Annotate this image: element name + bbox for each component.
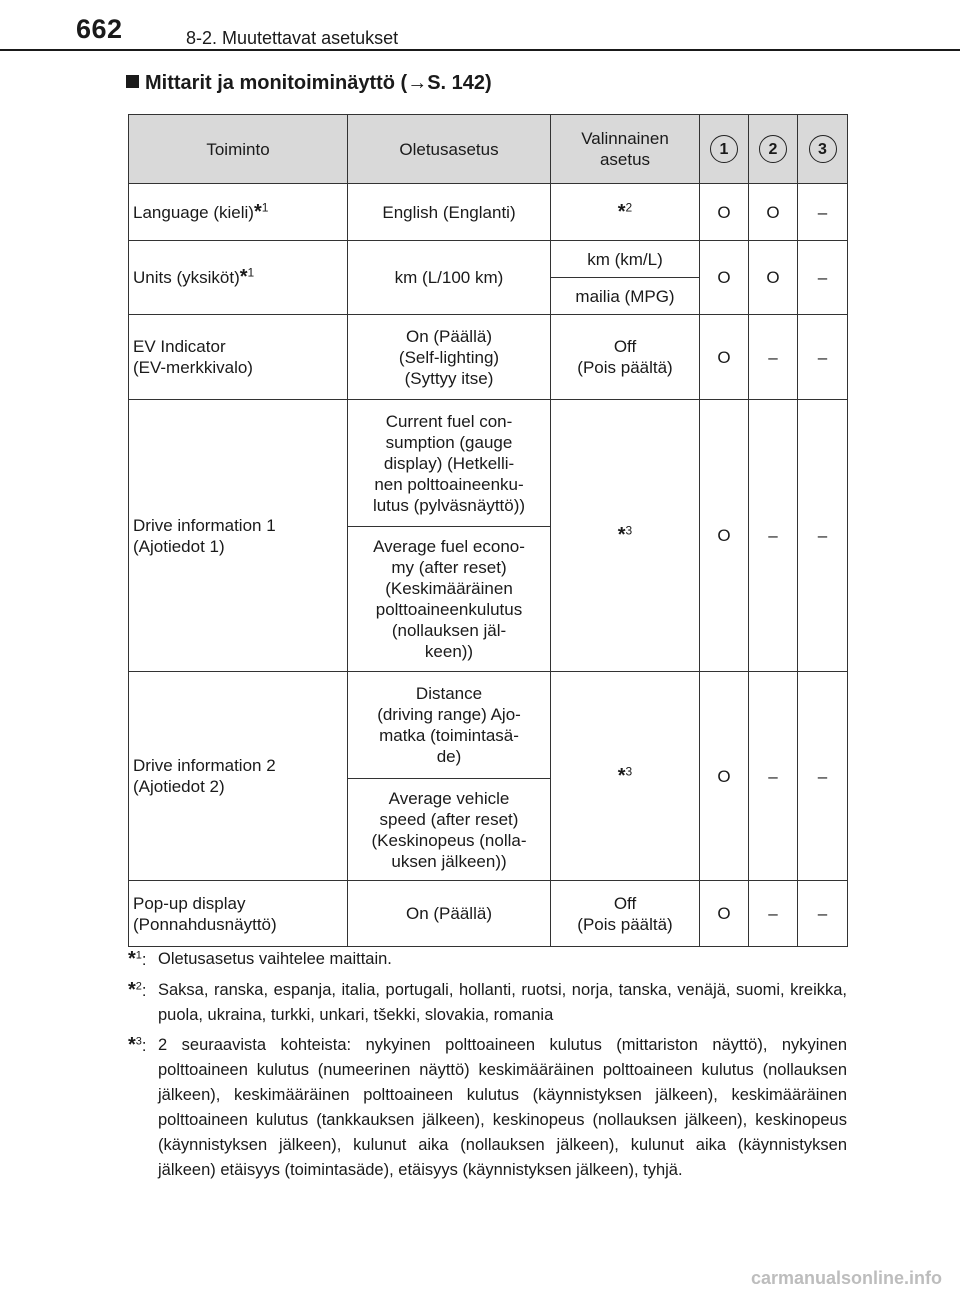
cell-drive1-c3: –: [798, 400, 848, 672]
asterisk-icon: *: [128, 1034, 136, 1056]
cell-popup-c2: –: [749, 881, 798, 947]
footnote-3: *$^3$: 2 seuraavista kohteista: nykyinen polttoaineen kulutus (mittariston näyttö), nykyinen polttoaineen kulutus (numeerinen näyttö) keskimääräinen polttoaineen kulutus (nollauksen jälkeen), keskimääräinen polttoaineen kulutus (käynnistyksen jälkeen), keskimääräinen polttoaineen kulutus (tankkauksen jälkeen), keskinopeus (nollauksen jälkeen), keskinopeus (käynnistyksen jälkeen), kulunut aika (nollauksen jälkeen), kulunut aika (käynnistyksen jälkeen) etäisyys (toimintasäde), etäisyys (käynnistyksen jälkeen), tyhjä.: [128, 1034, 847, 1179]
circled-2-icon: 2: [759, 135, 787, 163]
cell-drive1-c1: O: [700, 400, 749, 672]
cell-ev-default: On (Päällä) (Self-lighting) (Syttyy itse): [348, 315, 551, 400]
header-rule: [0, 49, 960, 51]
cell-units-optional-b: mailia (MPG): [551, 278, 700, 315]
heading-bullet-icon: [126, 75, 139, 88]
circled-1-icon: 1: [710, 135, 738, 163]
settings-table: [128, 114, 848, 947]
table-row-drive2: [129, 672, 848, 779]
cell-drive1-default-b: Average fuel econo- my (after reset) (Keskimääräinen polttoaineenkulutus (nollauksen jäl- keen)): [348, 527, 551, 672]
cell-units-c2: O: [749, 241, 798, 315]
arrow-right-icon: →: [407, 72, 428, 94]
cell-popup-c3: –: [798, 881, 848, 947]
asterisk-icon: *: [128, 948, 136, 970]
asterisk-icon: *: [253, 200, 262, 223]
header-optional: Valinnainen asetus: [551, 115, 700, 184]
section-label: 8-2. Muutettavat asetukset: [186, 28, 399, 48]
cell-units-default: km (L/100 km): [348, 241, 551, 315]
footnote-2: *$^2$: Saksa, ranska, espanja, italia, portugali, hollanti, ruotsi, norja, tanska, venäjä, suomi, kreikka, puola, ukraina, turkki, unkari, tšekki, slovakia, romania: [128, 979, 847, 1024]
header-default: Oletusasetus: [348, 115, 551, 184]
cell-units-optional-a: km (km/L): [551, 241, 700, 278]
footnote-1: *$^1$: Oletusasetus vaihtelee maittain.: [128, 948, 392, 970]
cell-language-c1: O: [700, 184, 749, 241]
cell-ev-c3: –: [798, 315, 848, 400]
cell-drive1-name: Drive information 1 (Ajotiedot 1): [129, 400, 348, 672]
cell-drive2-default-b: Average vehicle speed (after reset) (Keskinopeus (nolla- uksen jälkeen)): [348, 779, 551, 881]
cell-popup-default: On (Päällä): [348, 881, 551, 947]
cell-drive2-c1: O: [700, 672, 749, 881]
footnotes: [128, 947, 847, 1188]
table-row-units: [129, 241, 848, 278]
cell-drive2-c3: –: [798, 672, 848, 881]
cell-language-c3: –: [798, 184, 848, 241]
cell-units-c3: –: [798, 241, 848, 315]
cell-ev-optional: Off (Pois päältä): [551, 315, 700, 400]
header-col-2: [749, 115, 798, 184]
table-row-language: [129, 184, 848, 241]
asterisk-icon: *: [128, 979, 136, 1001]
table-row-ev: [129, 315, 848, 400]
cell-drive2-name: Drive information 2 (Ajotiedot 2): [129, 672, 348, 881]
header-function: Toiminto: [129, 115, 348, 184]
section-heading: [126, 72, 492, 95]
cell-drive1-optional: *$^3$: [551, 400, 700, 672]
table-row-popup: [129, 881, 848, 947]
cell-drive2-optional: *$^3$: [551, 672, 700, 881]
cell-language-optional: *$^2$: [551, 184, 700, 241]
heading-title: Mittarit ja monitoiminäyttö (: [145, 72, 408, 94]
cell-popup-name: Pop-up display (Ponnahdusnäyttö): [129, 881, 348, 947]
asterisk-icon: *: [617, 200, 626, 223]
cell-drive2-default-a: Distance (driving range) Ajo- matka (toimintasä- de): [348, 672, 551, 779]
cell-language-name: Language (kieli)*$^1$: [129, 184, 348, 241]
cell-language-default: English (Englanti): [348, 184, 551, 241]
watermark: carmanualsonline.info: [750, 1268, 942, 1288]
heading-page-ref[interactable]: S. 142): [427, 72, 492, 94]
cell-language-c2: O: [749, 184, 798, 241]
cell-drive2-c2: –: [749, 672, 798, 881]
asterisk-icon: *: [239, 266, 248, 288]
header-col-3: [798, 115, 848, 184]
cell-units-name: Units (yksiköt)*$^1$: [129, 241, 348, 315]
cell-ev-c1: O: [700, 315, 749, 400]
table-header-row: [129, 115, 848, 184]
cell-popup-c1: O: [700, 881, 749, 947]
table-row-drive1: [129, 400, 848, 527]
asterisk-icon: *: [617, 524, 626, 546]
asterisk-icon: *: [617, 764, 626, 787]
cell-ev-c2: –: [749, 315, 798, 400]
page-number: 662: [76, 14, 123, 44]
cell-units-c1: O: [700, 241, 749, 315]
cell-popup-optional: Off (Pois päältä): [551, 881, 700, 947]
cell-drive1-default-a: Current fuel con- sumption (gauge display) (Hetkelli- nen polttoaineenku- lutus (pylväsnäyttö)): [348, 400, 551, 527]
cell-ev-name: EV Indicator (EV-merkkivalo): [129, 315, 348, 400]
header-col-1: [700, 115, 749, 184]
cell-drive1-c2: –: [749, 400, 798, 672]
circled-3-icon: 3: [809, 135, 837, 163]
